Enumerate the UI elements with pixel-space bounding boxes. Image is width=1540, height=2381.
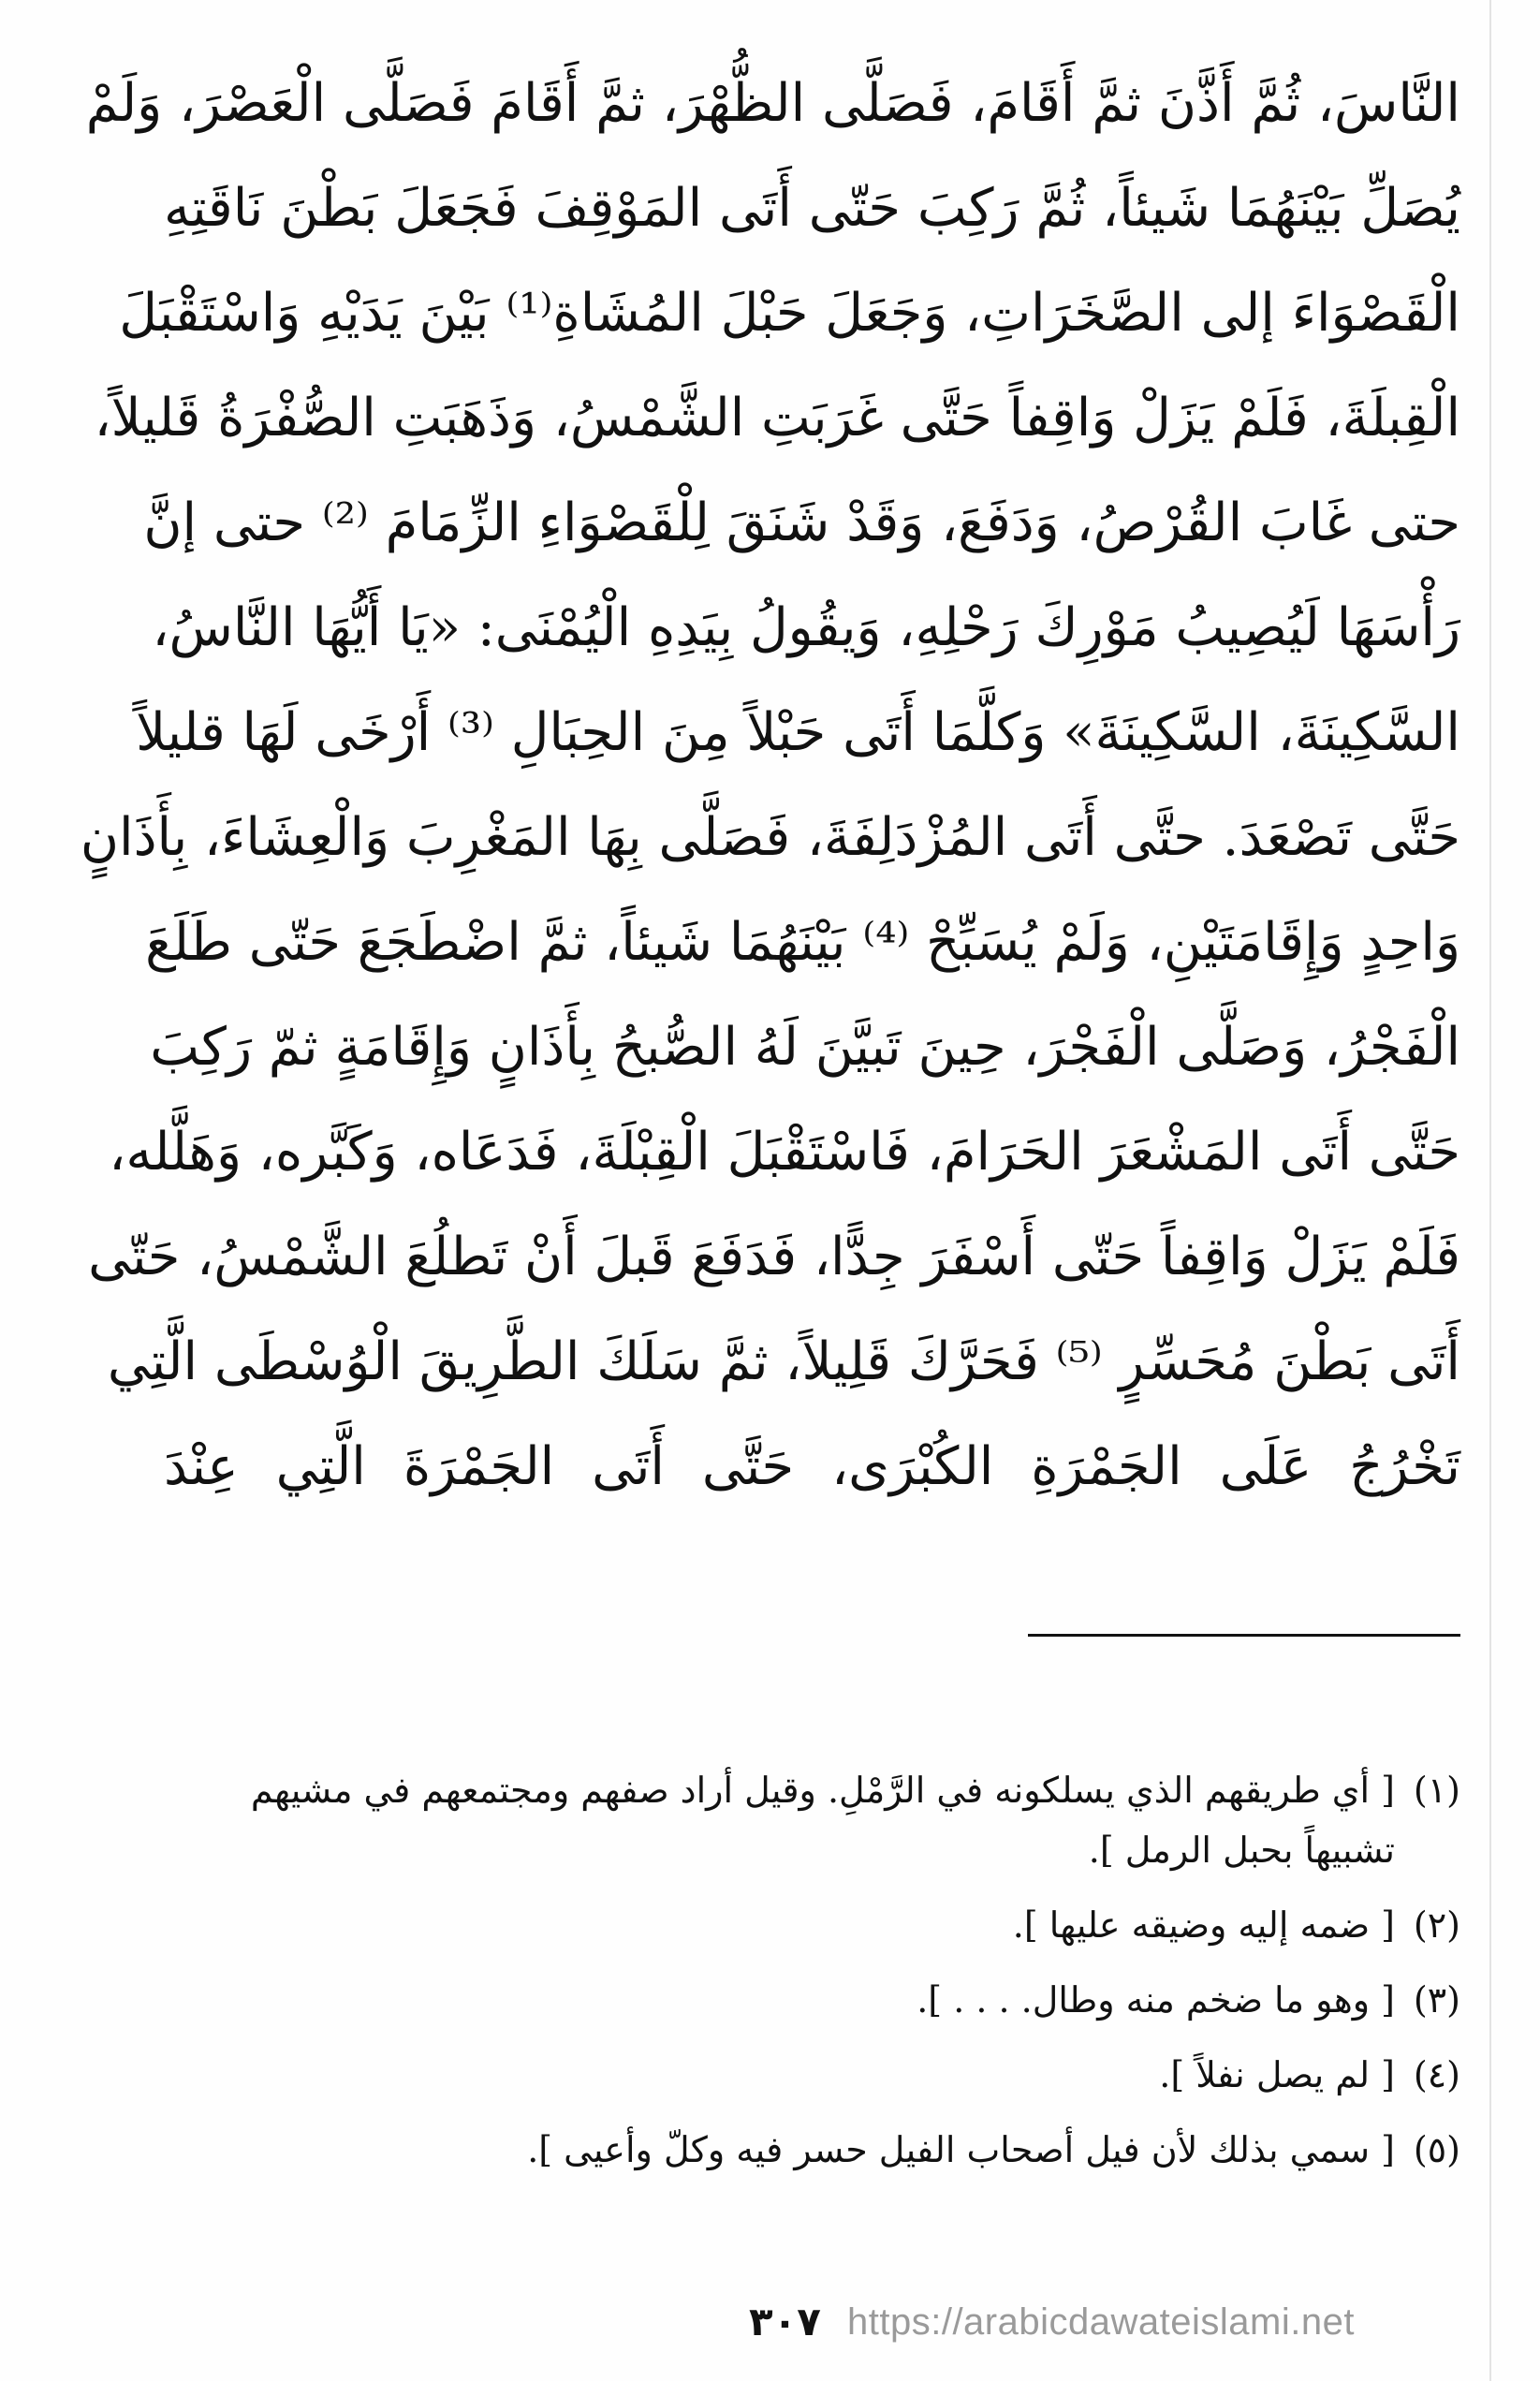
page-number: ٣٠٧	[749, 2299, 821, 2344]
footnote-text	[140, 2120, 1395, 2180]
footnote-line: [ وهو ما ضخم منه وطال. . . . ].	[917, 1979, 1395, 2021]
footnote-line: [ لم يصل نفلاً ].	[1159, 2054, 1395, 2095]
text-line: النَّاسَ، ثُمَّ أَذَّنَ ثمَّ أَقَامَ، فَصَلَّى الظُّهْرَ، ثمَّ أَقَامَ فَصَلَّى الْعَصْرَ، وَلَمْ	[85, 73, 1460, 134]
text-line: حَتَّى أَتَى المَشْعَرَ الحَرَامَ، فَاسْتَقْبَلَ الْقِبْلَةَ، فَدَعَاه، وَكَبَّره، وَهَلَّله،	[109, 1122, 1460, 1183]
footnote-item	[140, 2045, 1460, 2105]
footnote-line: [ ضمه إليه وضيقه عليها ].	[1012, 1904, 1395, 1946]
text-line: الْفَجْرُ، وَصَلَّى الْفَجْرَ، حِينَ تَبيَّنَ لَهُ الصُّبحُ بِأَذَانٍ وَإِقَامَةٍ ثمّ رَكِبَ	[150, 1017, 1460, 1078]
main-text-block	[80, 51, 1460, 1520]
text-line: فَلَمْ يَزَلْ وَاقِفاً حَتّى أَسْفَرَ جِدًّا، فَدَفَعَ قَبلَ أَنْ تَطلُعَ الشَّمْسُ، حَتّى	[88, 1227, 1460, 1287]
page-footer	[0, 2294, 1540, 2350]
text-line: حتى غَابَ القُرْصُ، وَدَفَعَ، وَقَدْ شَنَقَ لِلْقَصْوَاءِ الزِّمَامَ ⁽²⁾ حتى إنَّ	[143, 492, 1460, 553]
footnote-item	[140, 1895, 1460, 1955]
footnote-text	[140, 1895, 1395, 1955]
footnote-separator	[1028, 1634, 1460, 1637]
footnote-item	[140, 1760, 1460, 1880]
footnote-text	[140, 1970, 1395, 2030]
text-line: الْقَصْوَاءَ إلى الصَّخَرَاتِ، وَجَعَلَ حَبْلَ المُشَاةِ⁽¹⁾ بَيْنَ يَدَيْهِ وَاسْتَقْبَلَ	[119, 283, 1460, 344]
footnote-number: (٥)	[1413, 2129, 1460, 2170]
text-line: الْقِبلَةَ، فَلَمْ يَزَلْ وَاقِفاً حَتَّى غَرَبَتِ الشَّمْسُ، وَذَهَبَتِ الصُّفْرَةُ قَليلاً،	[94, 388, 1460, 448]
footnote-number: (١)	[1413, 1770, 1460, 1811]
footnote-text	[140, 2045, 1395, 2105]
text-line: حَتَّى تَصْعَدَ. حتَّى أَتَى المُزْدَلِفَةَ، فَصَلَّى بِهَا المَغْرِبَ وَالْعِشَاءَ، بِأَذَانٍ	[80, 807, 1460, 868]
footnote-number: (٢)	[1413, 1904, 1460, 1946]
footnote-line: [ أي طريقهم الذي يسلكونه في الرَّمْلِ. وقيل أراد صفهم ومجتمعهم في مشيهم	[250, 1770, 1395, 1811]
footnote-line: تشبيهاً بحبل الرمل ].	[1088, 1830, 1395, 1871]
text-line: وَاحِدٍ وَإِقَامَتَيْنِ، وَلَمْ يُسَبِّحْ ⁽⁴⁾ بَيْنَهُمَا شَيئاً، ثمَّ اضْطَجَعَ حَتّى طَلَعَ	[145, 912, 1460, 973]
text-line: رَأْسَهَا لَيُصِيبُ مَوْرِكَ رَحْلِهِ، وَيقُولُ بِيَدِهِ الْيُمْنَى: «يَا أَيُّهَا النَّاسُ،	[152, 597, 1460, 658]
footnote-line: [ سمي بذلك لأن فيل أصحاب الفيل حسر فيه وكلّ وأعيى ].	[527, 2129, 1395, 2170]
footnote-number: (٤)	[1413, 2054, 1460, 2095]
text-line: أَتَى بَطْنَ مُحَسِّرٍ ⁽⁵⁾ فَحَرَّكَ قَلِيلاً، ثمَّ سَلَكَ الطَّرِيقَ الْوُسْطَى الَّتِي	[107, 1331, 1460, 1392]
text-line: يُصَلِّ بَيْنَهُمَا شَيئاً، ثُمَّ رَكِبَ حَتّى أَتَى المَوْقِفَ فَجَعَلَ بَطْنَ نَاقَتِهِ	[164, 178, 1460, 239]
text-line: تَخْرُجُ عَلَى الجَمْرَةِ الكُبْرَى، حَتَّى أَتَى الجَمْرَةَ الَّتِي عِنْدَ	[164, 1436, 1460, 1497]
footnote-item	[140, 1970, 1460, 2030]
footnote-number: (٣)	[1413, 1979, 1460, 2021]
footnote-item	[140, 2120, 1460, 2180]
page-edge-shadow	[1489, 0, 1491, 2381]
watermark-url[interactable]: https://arabicdawateislami.net	[847, 2301, 1355, 2343]
footnotes-block	[140, 1760, 1460, 2195]
text-line: السَّكِينَةَ، السَّكِينَةَ» وَكلَّمَا أَتَى حَبْلاً مِنَ الحِبَالِ ⁽³⁾ أَرْخَى لَهَا قليلاً	[136, 702, 1460, 763]
footnote-text	[140, 1760, 1395, 1880]
